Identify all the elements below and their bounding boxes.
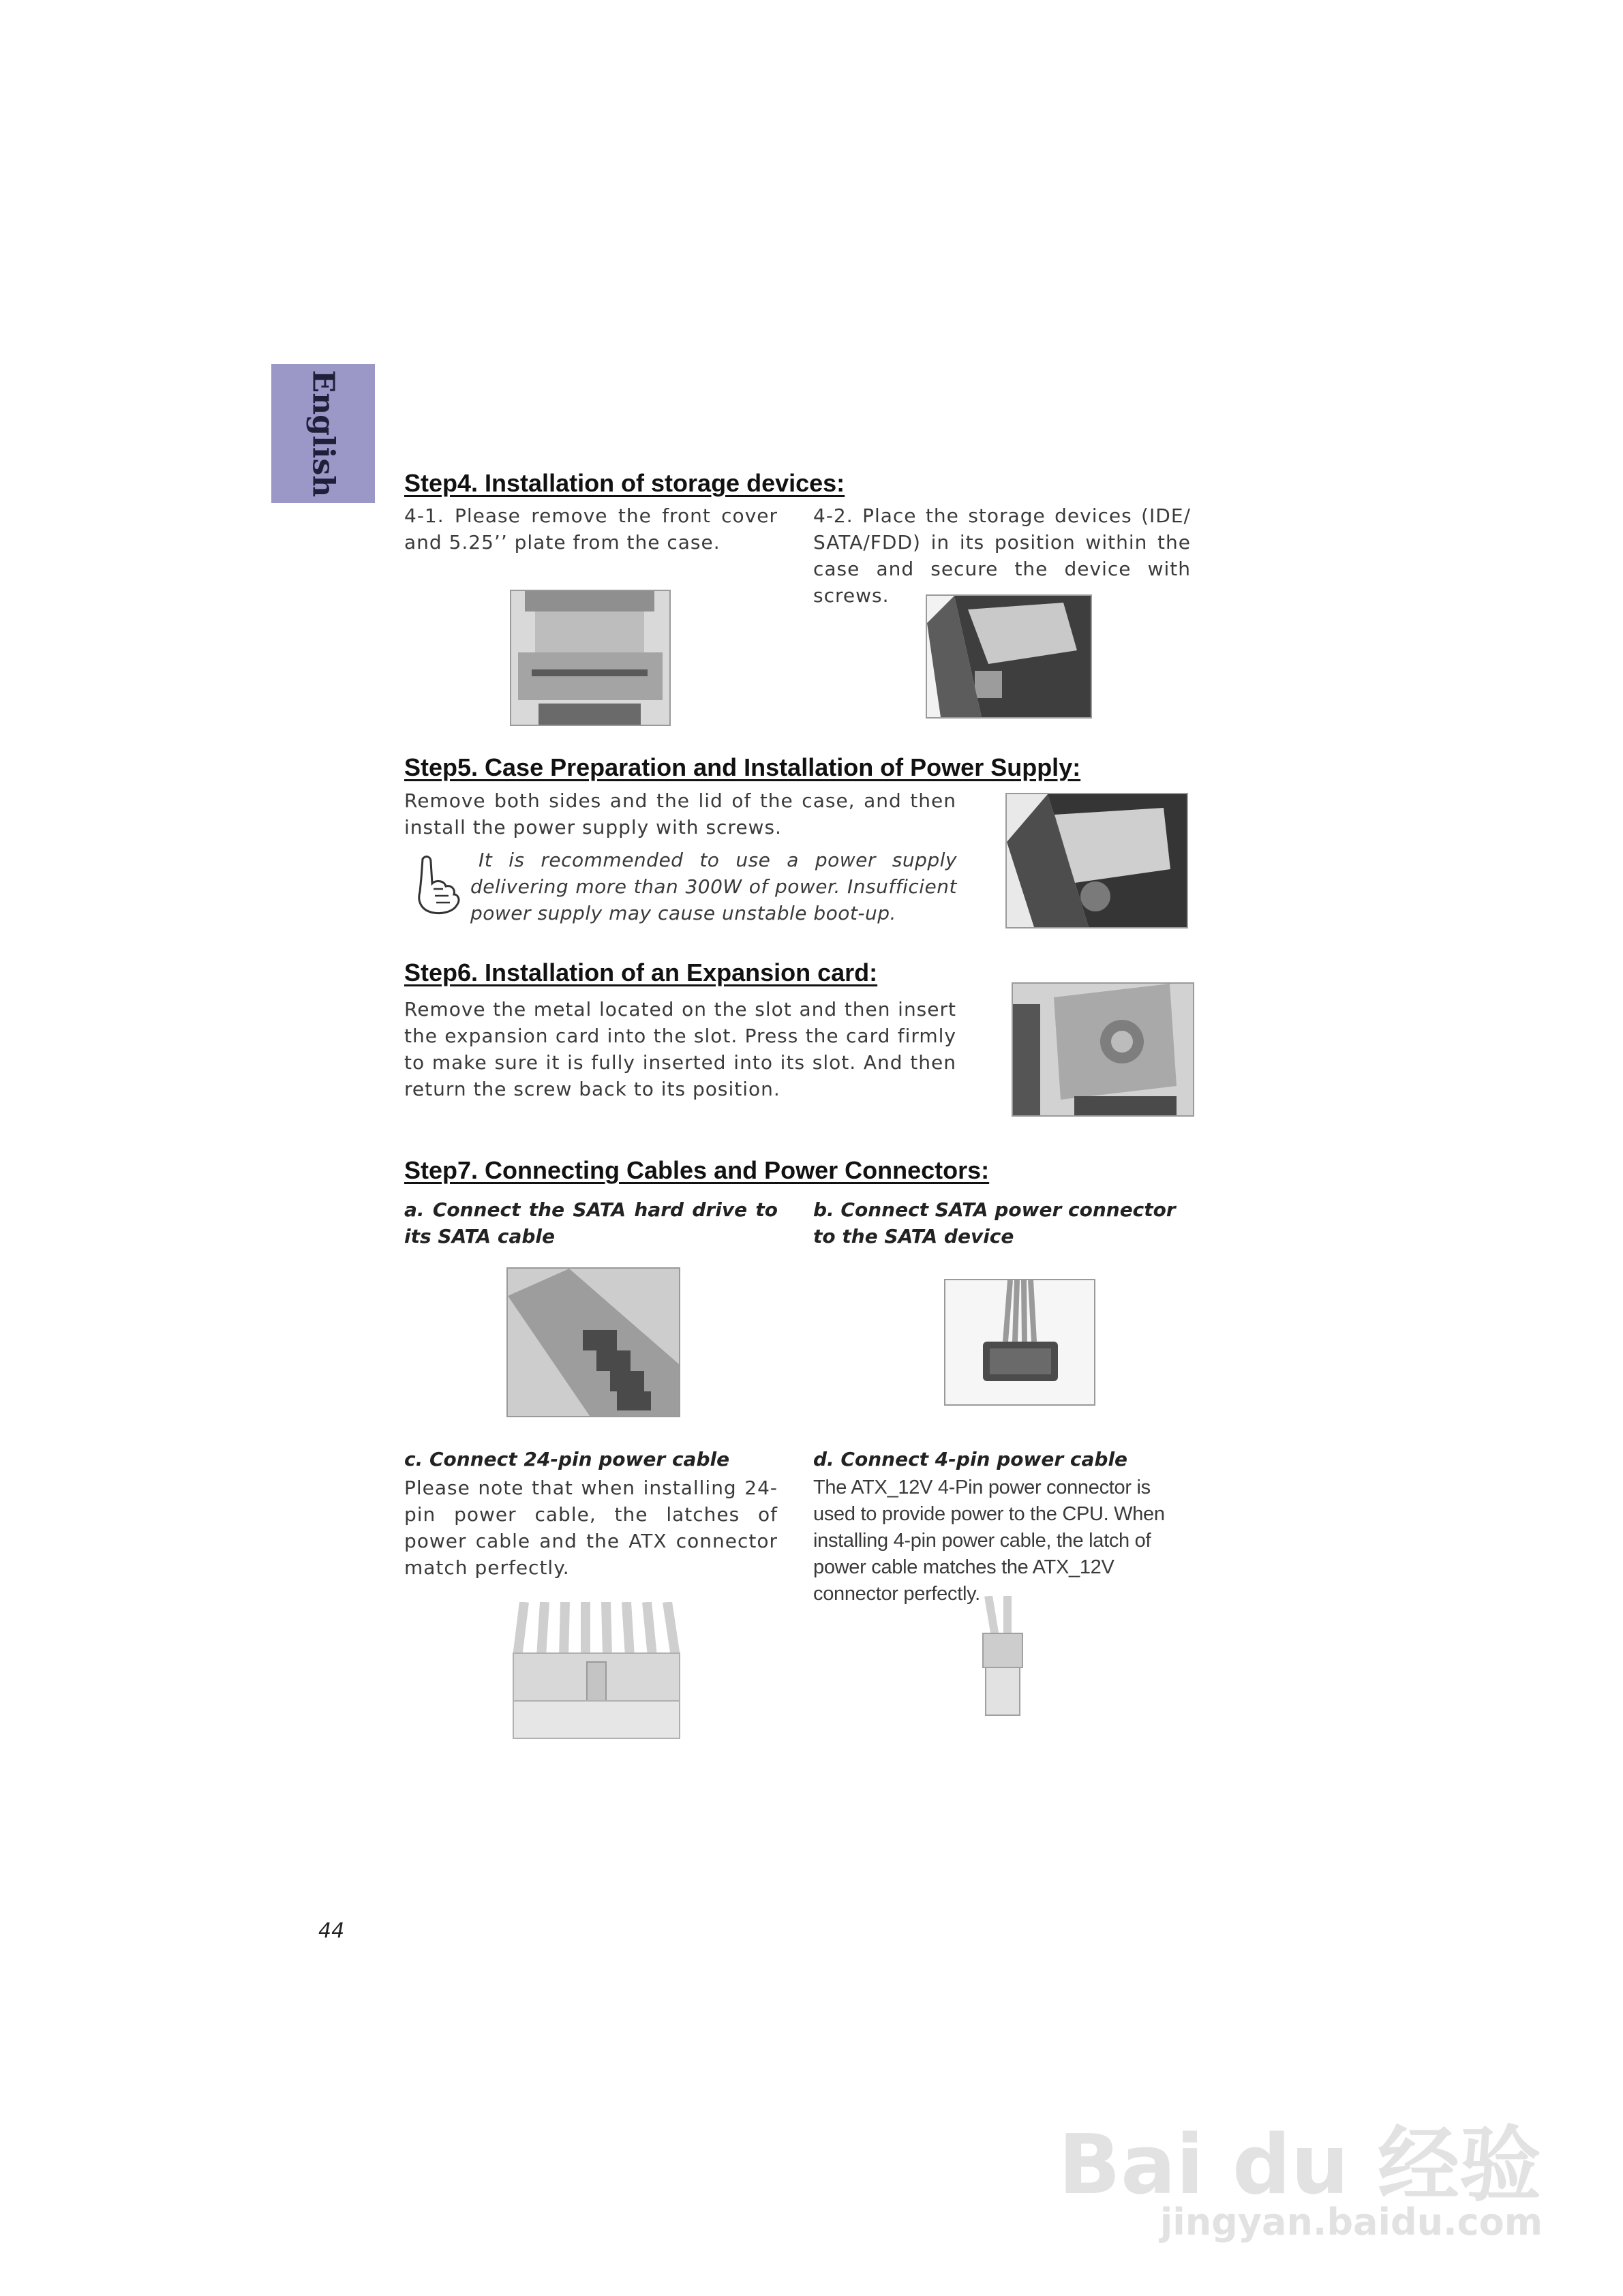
step5-text: Remove both sides and the lid of the case, and then install the power supply with screws. [404,789,956,839]
step7-b-label: b. Connect SATA power connector to the SATA device [813,1198,1176,1248]
step7-c-text: Please note that when installing 24-pin power cable, the latches of power cable and the ATX connector match perfectly. [404,1477,778,1579]
sata-cable-image [506,1267,680,1417]
step7-d-text: The ATX_12V 4-Pin power connector is used to provide power to the CPU. When installing 4-pin power cable, the latch of power cable matches the ATX_12V connector perfectly. [813,1477,1165,1605]
24-pin-power-cable-image [511,1602,682,1740]
step6-text: Remove the metal located on the slot and then insert the expansion card into the slot. Press the card firmly to make sure it is fully inserted into its slot. And then return the screw back to its position. [404,998,956,1100]
storage-device-install-image [926,594,1092,719]
power-supply-install-image [1005,793,1188,928]
page-number: 44 [318,1919,345,1943]
4-pin-power-cable-image [968,1596,1036,1719]
step7-title: Step7. Connecting Cables and Power Connectors: [404,1156,990,1184]
language-tab-label: English [305,369,341,498]
power-supply-note: It is recommended to use a power supply delivering more than 300W of power. Insufficient power supply may cause unstable boot-up. [470,849,957,924]
sata-power-connector-image [944,1279,1095,1406]
step7-a-label: a. Connect the SATA hard drive to its SATA cable [404,1198,778,1248]
watermark-url: jingyan.baidu.com [1159,2201,1543,2244]
hand-pointing-icon [413,854,462,916]
step4-col2-text: 4-2. Place the storage devices (IDE/ SATA/FDD) in its position within the case and secure the device with screws. [813,504,1191,607]
front-cover-removal-image [510,590,671,726]
step6-title: Step6. Installation of an Expansion card: [404,958,878,986]
step7-d-label: d. Connect 4-pin power cable [813,1448,1128,1470]
expansion-card-install-image [1012,982,1194,1117]
step4-title: Step4. Installation of storage devices: [404,469,845,497]
baidu-jingyan-watermark: Bai du 经验 [1058,2118,1541,2213]
step4-col1-text: 4-1. Please remove the front cover and 5.25’’ plate from the case. [404,504,778,554]
step5-title: Step5. Case Preparation and Installation of Power Supply: [404,753,1081,781]
step7-c-label: c. Connect 24-pin power cable [404,1448,730,1470]
language-tab [271,364,375,503]
